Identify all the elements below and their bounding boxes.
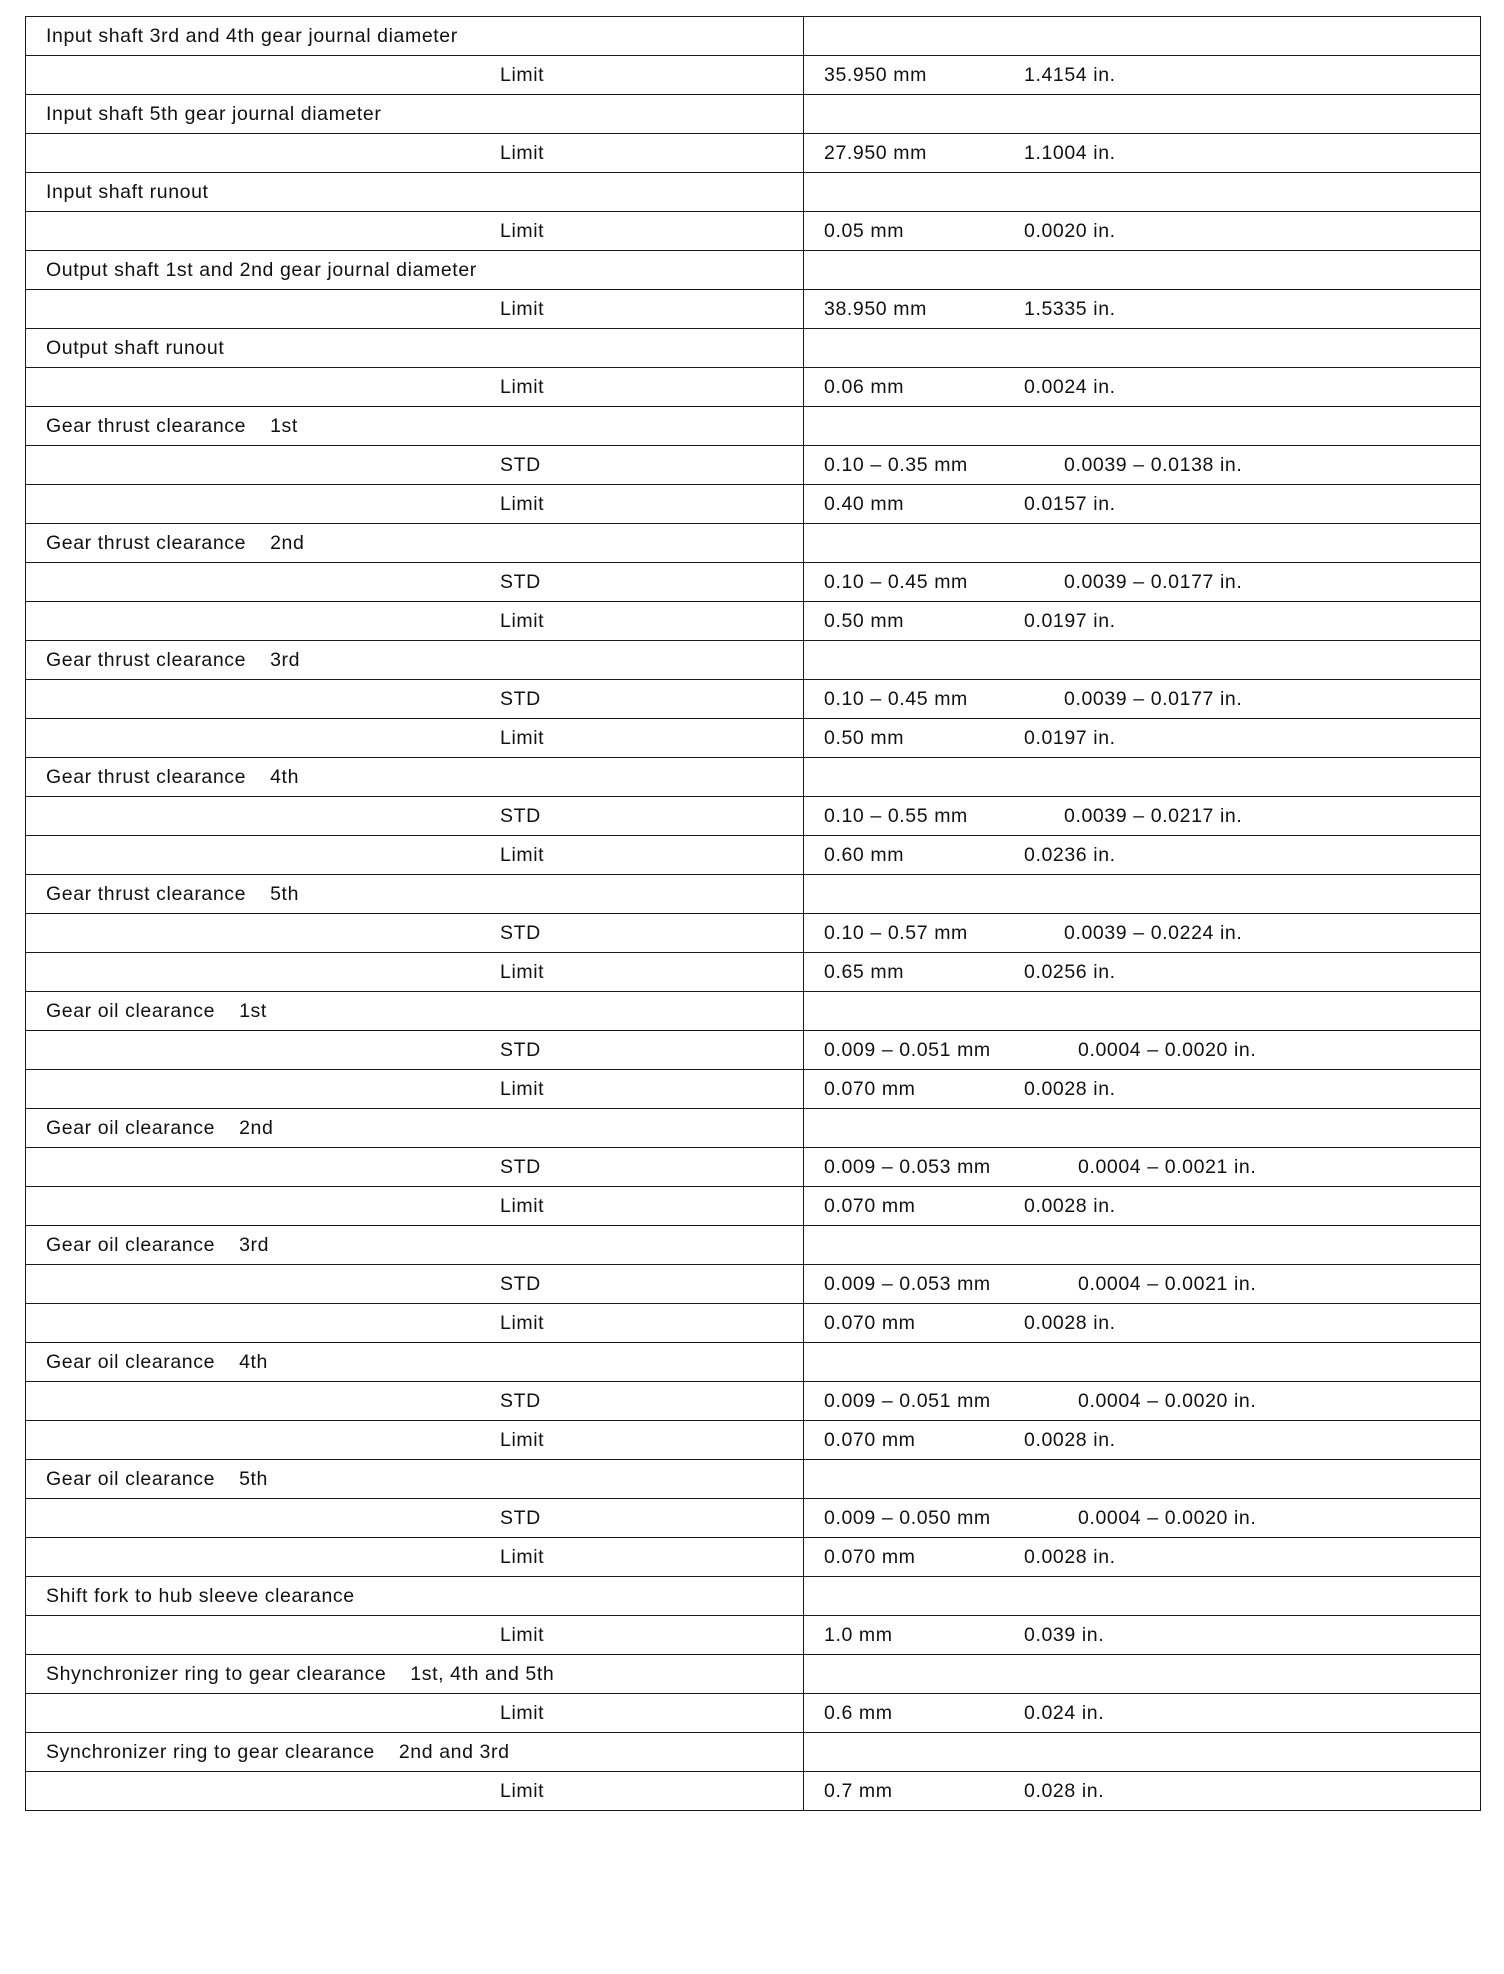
spec-kind-cell bbox=[26, 56, 804, 95]
spec-value-inch: 0.0197 in. bbox=[1024, 609, 1116, 632]
spec-value-cell bbox=[804, 680, 1481, 719]
spec-value-mm: 0.50 mm bbox=[824, 726, 905, 749]
spec-item-label-cell bbox=[26, 251, 804, 290]
spec-kind-label: STD bbox=[500, 687, 541, 710]
spec-item-empty-cell bbox=[804, 1655, 1481, 1694]
spec-kind-cell bbox=[26, 1148, 804, 1187]
spec-kind-label: STD bbox=[500, 570, 541, 593]
spec-value-row bbox=[26, 1382, 1481, 1421]
spec-item-label-cell bbox=[26, 1343, 804, 1382]
spec-kind-label: Limit bbox=[500, 1077, 545, 1100]
spec-value-inch: 0.0028 in. bbox=[1024, 1428, 1116, 1451]
spec-item-qualifier: 1st bbox=[270, 414, 298, 437]
spec-kind-label: Limit bbox=[500, 609, 545, 632]
spec-value-cell bbox=[804, 1265, 1481, 1304]
spec-item-row bbox=[26, 1733, 1481, 1772]
spec-value-cell bbox=[804, 719, 1481, 758]
spec-value-cell bbox=[804, 290, 1481, 329]
spec-value-cell bbox=[804, 212, 1481, 251]
spec-value-row bbox=[26, 563, 1481, 602]
spec-value-cell bbox=[804, 485, 1481, 524]
spec-value-cell bbox=[804, 797, 1481, 836]
spec-value-row bbox=[26, 953, 1481, 992]
spec-item-label-cell bbox=[26, 407, 804, 446]
spec-value-row bbox=[26, 1616, 1481, 1655]
spec-value-row bbox=[26, 1187, 1481, 1226]
spec-item-empty-cell bbox=[804, 173, 1481, 212]
spec-kind-label: Limit bbox=[500, 960, 545, 983]
spec-value-row bbox=[26, 1148, 1481, 1187]
spec-value-row bbox=[26, 1499, 1481, 1538]
spec-value-mm: 35.950 mm bbox=[824, 63, 927, 86]
spec-item-label-cell bbox=[26, 875, 804, 914]
spec-item-label: Gear thrust clearance bbox=[46, 765, 247, 788]
spec-value-mm: 0.10 – 0.45 mm bbox=[824, 687, 968, 710]
spec-value-mm: 0.05 mm bbox=[824, 219, 905, 242]
spec-kind-label: Limit bbox=[500, 1779, 545, 1802]
spec-value-mm: 0.50 mm bbox=[824, 609, 905, 632]
spec-value-inch: 0.0236 in. bbox=[1024, 843, 1116, 866]
spec-value-mm: 1.0 mm bbox=[824, 1623, 893, 1646]
spec-kind-label: STD bbox=[500, 804, 541, 827]
spec-kind-cell bbox=[26, 134, 804, 173]
spec-value-cell bbox=[804, 368, 1481, 407]
spec-item-row bbox=[26, 524, 1481, 563]
spec-value-row bbox=[26, 680, 1481, 719]
spec-item-row bbox=[26, 758, 1481, 797]
spec-value-cell bbox=[804, 953, 1481, 992]
spec-kind-label: Limit bbox=[500, 1545, 545, 1568]
spec-item-label-cell bbox=[26, 1733, 804, 1772]
spec-item-empty-cell bbox=[804, 407, 1481, 446]
spec-item-qualifier: 4th bbox=[270, 765, 300, 788]
spec-value-mm: 0.009 – 0.053 mm bbox=[824, 1155, 991, 1178]
spec-kind-label: Limit bbox=[500, 1701, 545, 1724]
spec-kind-cell bbox=[26, 446, 804, 485]
spec-value-inch: 0.0039 – 0.0177 in. bbox=[1064, 570, 1243, 593]
spec-kind-label: STD bbox=[500, 1389, 541, 1412]
spec-value-row bbox=[26, 1538, 1481, 1577]
spec-value-inch: 0.0004 – 0.0021 in. bbox=[1078, 1272, 1257, 1295]
spec-item-label: Gear thrust clearance bbox=[46, 648, 247, 671]
spec-value-mm: 0.070 mm bbox=[824, 1311, 916, 1334]
spec-kind-label: Limit bbox=[500, 63, 545, 86]
spec-value-inch: 0.0197 in. bbox=[1024, 726, 1116, 749]
spec-value-cell bbox=[804, 1304, 1481, 1343]
spec-value-cell bbox=[804, 1187, 1481, 1226]
spec-value-cell bbox=[804, 1694, 1481, 1733]
spec-value-row bbox=[26, 368, 1481, 407]
spec-value-cell bbox=[804, 134, 1481, 173]
spec-kind-cell bbox=[26, 290, 804, 329]
spec-item-qualifier: 5th bbox=[270, 882, 300, 905]
spec-item-row bbox=[26, 992, 1481, 1031]
spec-value-row bbox=[26, 1772, 1481, 1811]
spec-item-empty-cell bbox=[804, 17, 1481, 56]
spec-kind-label: Limit bbox=[500, 219, 545, 242]
spec-item-row bbox=[26, 17, 1481, 56]
spec-value-cell bbox=[804, 1499, 1481, 1538]
spec-kind-label: STD bbox=[500, 921, 541, 944]
spec-item-row bbox=[26, 251, 1481, 290]
spec-value-mm: 0.10 – 0.55 mm bbox=[824, 804, 968, 827]
spec-value-mm: 0.070 mm bbox=[824, 1194, 916, 1217]
spec-value-row bbox=[26, 1304, 1481, 1343]
spec-item-qualifier: 4th bbox=[239, 1350, 268, 1373]
spec-item-qualifier: 5th bbox=[239, 1467, 268, 1490]
spec-value-mm: 0.60 mm bbox=[824, 843, 905, 866]
spec-item-label: Output shaft 1st and 2nd gear journal diameter bbox=[46, 258, 477, 281]
spec-kind-cell bbox=[26, 212, 804, 251]
spec-item-row bbox=[26, 407, 1481, 446]
spec-item-row bbox=[26, 1655, 1481, 1694]
spec-kind-cell bbox=[26, 836, 804, 875]
spec-kind-label: STD bbox=[500, 453, 541, 476]
spec-kind-cell bbox=[26, 563, 804, 602]
spec-value-row bbox=[26, 290, 1481, 329]
spec-value-inch: 0.0004 – 0.0020 in. bbox=[1078, 1389, 1257, 1412]
spec-kind-cell bbox=[26, 1694, 804, 1733]
spec-item-empty-cell bbox=[804, 1343, 1481, 1382]
spec-value-inch: 0.024 in. bbox=[1024, 1701, 1105, 1724]
spec-value-inch: 1.4154 in. bbox=[1024, 63, 1116, 86]
spec-value-inch: 0.0020 in. bbox=[1024, 219, 1116, 242]
spec-kind-cell bbox=[26, 719, 804, 758]
spec-kind-cell bbox=[26, 1616, 804, 1655]
spec-item-empty-cell bbox=[804, 875, 1481, 914]
spec-kind-label: STD bbox=[500, 1506, 541, 1529]
spec-item-row bbox=[26, 1226, 1481, 1265]
spec-item-label-cell bbox=[26, 524, 804, 563]
spec-value-inch: 0.0004 – 0.0021 in. bbox=[1078, 1155, 1257, 1178]
spec-item-label-cell bbox=[26, 329, 804, 368]
spec-kind-cell bbox=[26, 1421, 804, 1460]
spec-item-empty-cell bbox=[804, 992, 1481, 1031]
spec-item-qualifier: 1st, 4th and 5th bbox=[410, 1662, 555, 1685]
spec-item-label-cell bbox=[26, 1109, 804, 1148]
spec-value-inch: 0.0039 – 0.0224 in. bbox=[1064, 921, 1243, 944]
spec-value-cell bbox=[804, 56, 1481, 95]
spec-value-mm: 0.070 mm bbox=[824, 1428, 916, 1451]
spec-value-cell bbox=[804, 1031, 1481, 1070]
spec-value-inch: 0.0028 in. bbox=[1024, 1194, 1116, 1217]
spec-item-empty-cell bbox=[804, 758, 1481, 797]
spec-kind-cell bbox=[26, 1265, 804, 1304]
spec-value-row bbox=[26, 1421, 1481, 1460]
spec-item-row bbox=[26, 1343, 1481, 1382]
spec-value-cell bbox=[804, 446, 1481, 485]
spec-value-row bbox=[26, 446, 1481, 485]
spec-value-mm: 0.10 – 0.35 mm bbox=[824, 453, 968, 476]
spec-item-qualifier: 2nd bbox=[270, 531, 305, 554]
spec-item-label-cell bbox=[26, 1577, 804, 1616]
spec-value-mm: 0.7 mm bbox=[824, 1779, 893, 1802]
spec-value-row bbox=[26, 836, 1481, 875]
spec-item-empty-cell bbox=[804, 524, 1481, 563]
spec-item-label: Output shaft runout bbox=[46, 336, 225, 359]
spec-value-cell bbox=[804, 914, 1481, 953]
spec-value-inch: 0.0024 in. bbox=[1024, 375, 1116, 398]
spec-kind-cell bbox=[26, 368, 804, 407]
spec-item-empty-cell bbox=[804, 1226, 1481, 1265]
spec-value-inch: 0.0039 – 0.0177 in. bbox=[1064, 687, 1243, 710]
spec-value-inch: 0.0028 in. bbox=[1024, 1545, 1116, 1568]
spec-value-cell bbox=[804, 836, 1481, 875]
spec-value-row bbox=[26, 1265, 1481, 1304]
spec-kind-cell bbox=[26, 1538, 804, 1577]
spec-value-mm: 0.009 – 0.051 mm bbox=[824, 1038, 991, 1061]
spec-item-label-cell bbox=[26, 1460, 804, 1499]
spec-value-mm: 0.070 mm bbox=[824, 1545, 916, 1568]
spec-item-empty-cell bbox=[804, 1577, 1481, 1616]
spec-value-row bbox=[26, 1031, 1481, 1070]
spec-value-cell bbox=[804, 1070, 1481, 1109]
spec-item-label: Gear thrust clearance bbox=[46, 882, 247, 905]
spec-kind-cell bbox=[26, 1031, 804, 1070]
spec-value-inch: 0.0028 in. bbox=[1024, 1077, 1116, 1100]
spec-kind-cell bbox=[26, 797, 804, 836]
spec-item-label-cell bbox=[26, 758, 804, 797]
spec-kind-cell bbox=[26, 914, 804, 953]
spec-item-label: Shynchronizer ring to gear clearance bbox=[46, 1662, 387, 1685]
spec-value-mm: 0.06 mm bbox=[824, 375, 905, 398]
spec-kind-label: Limit bbox=[500, 843, 545, 866]
spec-item-empty-cell bbox=[804, 95, 1481, 134]
spec-item-row bbox=[26, 1109, 1481, 1148]
spec-value-inch: 0.0028 in. bbox=[1024, 1311, 1116, 1334]
spec-value-inch: 0.0157 in. bbox=[1024, 492, 1116, 515]
spec-value-row bbox=[26, 56, 1481, 95]
spec-kind-cell bbox=[26, 1772, 804, 1811]
spec-item-label: Input shaft 5th gear journal diameter bbox=[46, 102, 382, 125]
spec-item-label: Gear thrust clearance bbox=[46, 414, 247, 437]
spec-kind-label: Limit bbox=[500, 1623, 545, 1646]
spec-table bbox=[25, 16, 1481, 1811]
spec-value-mm: 0.10 – 0.45 mm bbox=[824, 570, 968, 593]
spec-item-label-cell bbox=[26, 95, 804, 134]
spec-item-qualifier: 2nd and 3rd bbox=[398, 1740, 510, 1763]
spec-item-label: Shift fork to hub sleeve clearance bbox=[46, 1584, 355, 1607]
spec-value-cell bbox=[804, 1616, 1481, 1655]
spec-value-cell bbox=[804, 1772, 1481, 1811]
spec-item-label-cell bbox=[26, 641, 804, 680]
spec-kind-cell bbox=[26, 1304, 804, 1343]
spec-kind-cell bbox=[26, 680, 804, 719]
spec-value-mm: 0.10 – 0.57 mm bbox=[824, 921, 968, 944]
spec-value-row bbox=[26, 914, 1481, 953]
spec-value-row bbox=[26, 1070, 1481, 1109]
spec-value-mm: 0.009 – 0.051 mm bbox=[824, 1389, 991, 1412]
spec-value-inch: 0.0039 – 0.0138 in. bbox=[1064, 453, 1243, 476]
spec-item-row bbox=[26, 1577, 1481, 1616]
spec-kind-label: STD bbox=[500, 1155, 541, 1178]
spec-value-mm: 38.950 mm bbox=[824, 297, 927, 320]
spec-value-inch: 0.0256 in. bbox=[1024, 960, 1116, 983]
spec-kind-label: Limit bbox=[500, 492, 545, 515]
spec-value-inch: 0.028 in. bbox=[1024, 1779, 1105, 1802]
spec-kind-label: STD bbox=[500, 1038, 541, 1061]
spec-kind-cell bbox=[26, 953, 804, 992]
spec-kind-cell bbox=[26, 1499, 804, 1538]
spec-item-row bbox=[26, 329, 1481, 368]
spec-value-inch: 0.0004 – 0.0020 in. bbox=[1078, 1038, 1257, 1061]
spec-kind-label: Limit bbox=[500, 726, 545, 749]
spec-value-cell bbox=[804, 1421, 1481, 1460]
spec-value-mm: 0.65 mm bbox=[824, 960, 905, 983]
spec-value-mm: 0.40 mm bbox=[824, 492, 905, 515]
spec-value-row bbox=[26, 797, 1481, 836]
spec-item-row bbox=[26, 1460, 1481, 1499]
spec-kind-cell bbox=[26, 1070, 804, 1109]
spec-item-label: Gear oil clearance bbox=[46, 999, 216, 1022]
spec-item-empty-cell bbox=[804, 1109, 1481, 1148]
spec-item-label: Gear oil clearance bbox=[46, 1233, 216, 1256]
spec-item-empty-cell bbox=[804, 1733, 1481, 1772]
spec-item-qualifier: 3rd bbox=[239, 1233, 270, 1256]
spec-item-empty-cell bbox=[804, 329, 1481, 368]
spec-value-inch: 0.0004 – 0.0020 in. bbox=[1078, 1506, 1257, 1529]
spec-value-cell bbox=[804, 602, 1481, 641]
spec-item-label-cell bbox=[26, 1226, 804, 1265]
spec-value-cell bbox=[804, 1538, 1481, 1577]
spec-item-row bbox=[26, 173, 1481, 212]
spec-item-empty-cell bbox=[804, 641, 1481, 680]
spec-item-label: Gear oil clearance bbox=[46, 1467, 216, 1490]
spec-kind-cell bbox=[26, 1382, 804, 1421]
spec-value-inch: 1.1004 in. bbox=[1024, 141, 1116, 164]
spec-item-empty-cell bbox=[804, 1460, 1481, 1499]
spec-value-inch: 0.0039 – 0.0217 in. bbox=[1064, 804, 1243, 827]
spec-item-qualifier: 2nd bbox=[239, 1116, 274, 1139]
spec-kind-cell bbox=[26, 1187, 804, 1226]
spec-item-label: Input shaft runout bbox=[46, 180, 209, 203]
spec-value-row bbox=[26, 485, 1481, 524]
spec-item-qualifier: 3rd bbox=[270, 648, 301, 671]
spec-kind-label: Limit bbox=[500, 1428, 545, 1451]
spec-value-row bbox=[26, 212, 1481, 251]
spec-kind-label: Limit bbox=[500, 375, 545, 398]
spec-kind-label: Limit bbox=[500, 141, 545, 164]
spec-item-label: Gear thrust clearance bbox=[46, 531, 247, 554]
spec-value-mm: 0.6 mm bbox=[824, 1701, 893, 1724]
spec-kind-cell bbox=[26, 602, 804, 641]
spec-value-inch: 0.039 in. bbox=[1024, 1623, 1105, 1646]
spec-value-row bbox=[26, 602, 1481, 641]
spec-value-row bbox=[26, 1694, 1481, 1733]
spec-kind-label: Limit bbox=[500, 1194, 545, 1217]
spec-value-inch: 1.5335 in. bbox=[1024, 297, 1116, 320]
spec-kind-label: Limit bbox=[500, 1311, 545, 1334]
spec-value-mm: 0.009 – 0.053 mm bbox=[824, 1272, 991, 1295]
spec-item-row bbox=[26, 875, 1481, 914]
spec-value-row bbox=[26, 134, 1481, 173]
spec-item-label: Synchronizer ring to gear clearance bbox=[46, 1740, 375, 1763]
spec-item-label-cell bbox=[26, 992, 804, 1031]
spec-item-label: Input shaft 3rd and 4th gear journal diameter bbox=[46, 24, 458, 47]
spec-item-row bbox=[26, 95, 1481, 134]
spec-value-mm: 0.070 mm bbox=[824, 1077, 916, 1100]
spec-value-mm: 0.009 – 0.050 mm bbox=[824, 1506, 991, 1529]
spec-kind-label: Limit bbox=[500, 297, 545, 320]
spec-table-body bbox=[26, 17, 1481, 1811]
spec-item-label-cell bbox=[26, 17, 804, 56]
spec-item-empty-cell bbox=[804, 251, 1481, 290]
spec-item-qualifier: 1st bbox=[239, 999, 267, 1022]
spec-item-label: Gear oil clearance bbox=[46, 1350, 216, 1373]
spec-kind-label: STD bbox=[500, 1272, 541, 1295]
spec-value-mm: 27.950 mm bbox=[824, 141, 927, 164]
spec-kind-cell bbox=[26, 485, 804, 524]
spec-value-cell bbox=[804, 1382, 1481, 1421]
spec-item-label-cell bbox=[26, 1655, 804, 1694]
spec-value-cell bbox=[804, 1148, 1481, 1187]
spec-item-label: Gear oil clearance bbox=[46, 1116, 216, 1139]
spec-value-cell bbox=[804, 563, 1481, 602]
spec-value-row bbox=[26, 719, 1481, 758]
spec-item-label-cell bbox=[26, 173, 804, 212]
spec-item-row bbox=[26, 641, 1481, 680]
